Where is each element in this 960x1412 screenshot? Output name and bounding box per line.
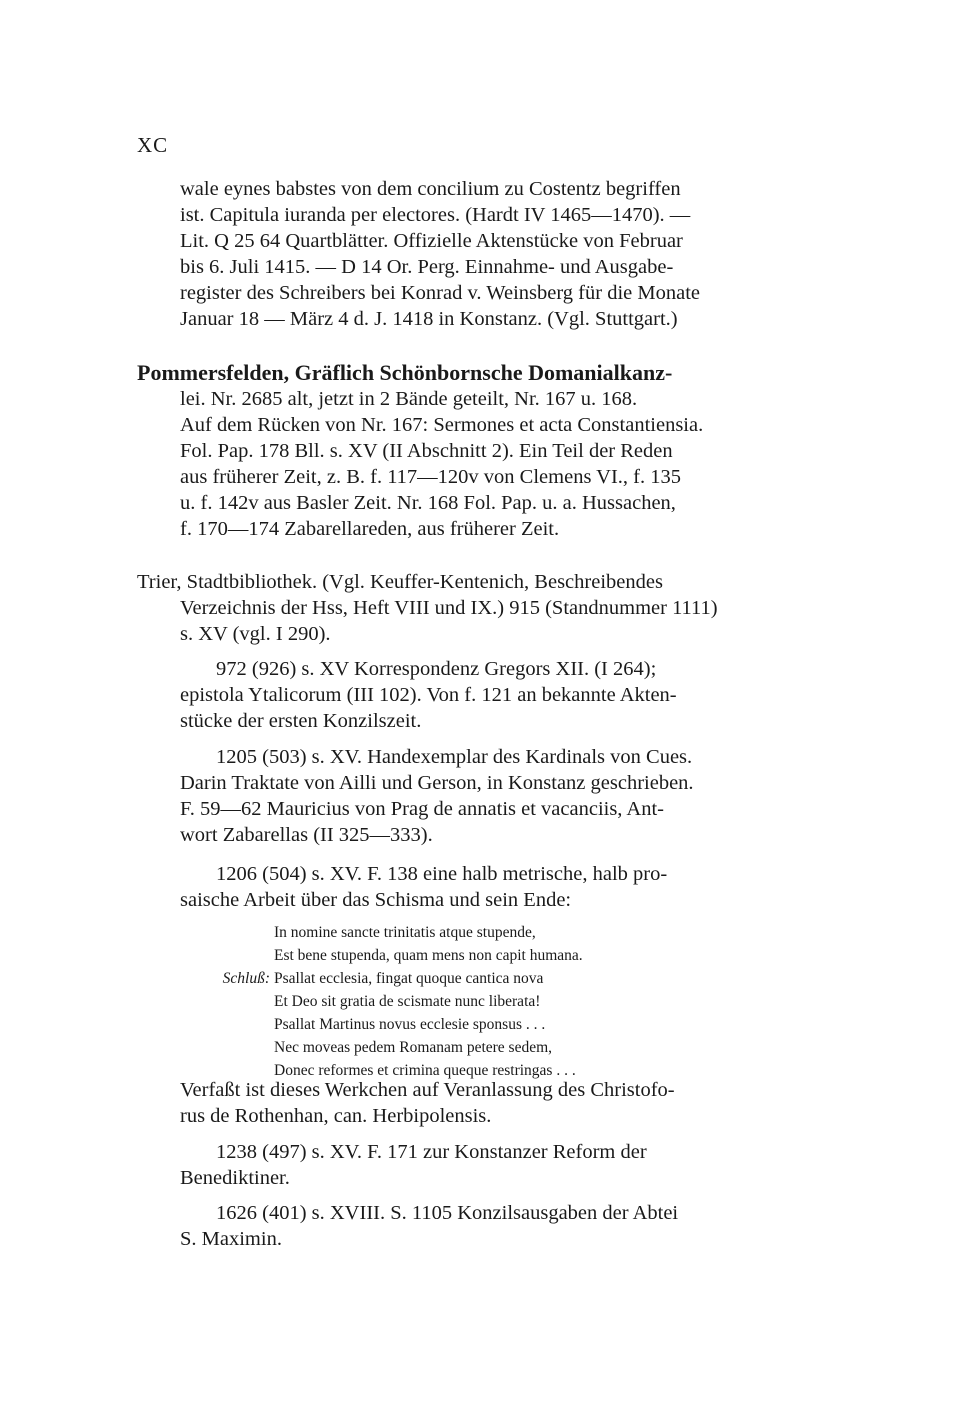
entry-1206-after <box>180 1077 802 1129</box>
text-line: Benediktiner. <box>180 1167 290 1189</box>
text-line: bis 6. Juli 1415. — D 14 Or. Perg. Einnahme- und Ausgabe- <box>180 256 674 278</box>
text-line: s. XV (vgl. I 290). <box>180 623 331 645</box>
text-line: 1205 (503) s. XV. Handexemplar des Kardinals von Cues. <box>216 746 693 768</box>
text-line: wort Zabarellas (II 325—333). <box>180 824 433 846</box>
text-line: epistola Ytalicorum (III 102). Von f. 121 an bekannte Akten- <box>180 684 677 706</box>
entry-972 <box>180 656 802 734</box>
heading: Pommersfelden, Gräflich Schönbornsche Domanialkanz- <box>137 360 673 385</box>
text-line: 972 (926) s. XV Korrespondenz Gregors XII. (I 264); <box>216 658 657 680</box>
text-line: 1206 (504) s. XV. F. 138 eine halb metrische, halb pro- <box>216 863 668 885</box>
text-line: ist. Capitula iuranda per electores. (Hardt IV 1465—1470). — <box>180 204 691 226</box>
poem-line: Psallat Martinus novus ecclesie sponsus . . . <box>274 1016 546 1033</box>
text-line: Lit. Q 25 64 Quartblätter. Offizielle Aktenstücke von Februar <box>180 230 683 252</box>
text-line: register des Schreibers bei Konrad v. Weinsberg für die Monate <box>180 282 700 304</box>
text-line: 1238 (497) s. XV. F. 171 zur Konstanzer Reform der <box>216 1141 647 1163</box>
entry-costentz <box>180 176 802 332</box>
text-line: Januar 18 — März 4 d. J. 1418 in Konstanz. (Vgl. Stuttgart.) <box>180 308 678 330</box>
poem-label: Schluß: <box>222 970 270 987</box>
entry-trier <box>137 569 802 595</box>
poem-line: In nomine sancte trinitatis atque stupende, <box>274 924 536 941</box>
poem-line: Nec moveas pedem Romanam petere sedem, <box>274 1039 553 1056</box>
text-line: f. 170—174 Zabarellareden, aus früherer Zeit. <box>180 518 560 540</box>
entry-1206 <box>180 861 802 913</box>
text-line: Fol. Pap. 178 Bll. s. XV (II Abschnitt 2). Ein Teil der Reden <box>180 440 673 462</box>
poem-line: Et Deo sit gratia de scismate nunc liberata! <box>274 993 541 1010</box>
heading: Trier, Stadtbibliothek. (Vgl. Keuffer-Kentenich, Beschreibendes <box>137 571 663 593</box>
entry-1238 <box>180 1139 802 1191</box>
text-line: u. f. 142v aus Basler Zeit. Nr. 168 Fol. Pap. u. a. Hussachen, <box>180 492 676 514</box>
text-line: wale eynes babstes von dem concilium zu Costentz begriffen <box>180 178 681 200</box>
text-line: aus früherer Zeit, z. B. f. 117—120v von Clemens VI., f. 135 <box>180 466 682 488</box>
text-line: saische Arbeit über das Schisma und sein Ende: <box>180 889 572 911</box>
poem-block <box>180 921 780 1082</box>
entry-1205 <box>180 744 802 848</box>
text-line: stücke der ersten Konzilszeit. <box>180 710 422 732</box>
text-line: Darin Traktate von Ailli und Gerson, in Konstanz geschrieben. <box>180 772 694 794</box>
text-line: Auf dem Rücken von Nr. 167: Sermones et acta Constantiensia. <box>180 414 704 436</box>
entry-pommersfelden <box>137 360 802 386</box>
poem-line: Est bene stupenda, quam mens non capit humana. <box>274 947 583 964</box>
text-line: Verfaßt ist dieses Werkchen auf Veranlassung des Christofo- <box>180 1079 675 1101</box>
text-line: F. 59—62 Mauricius von Prag de annatis et vacanciis, Ant- <box>180 798 665 820</box>
text-line: lei. Nr. 2685 alt, jetzt in 2 Bände geteilt, Nr. 167 u. 168. <box>180 388 638 410</box>
text-line: rus de Rothenhan, can. Herbipolensis. <box>180 1105 492 1127</box>
text-line: Verzeichnis der Hss, Heft VIII und IX.) 915 (Standnummer 1111) <box>180 597 718 619</box>
text-line: 1626 (401) s. XVIII. S. 1105 Konzilsausgaben der Abtei <box>216 1202 679 1224</box>
entry-pommersfelden-body <box>180 386 802 542</box>
entry-1626 <box>180 1200 802 1252</box>
entry-trier-body <box>180 595 802 647</box>
text-line: S. Maximin. <box>180 1228 282 1250</box>
page-number: XC <box>137 133 169 157</box>
poem-line: Donec reformes et crimina queque restringas . . . <box>274 1062 576 1079</box>
poem-line: Psallat ecclesia, fingat quoque cantica nova <box>274 970 544 987</box>
